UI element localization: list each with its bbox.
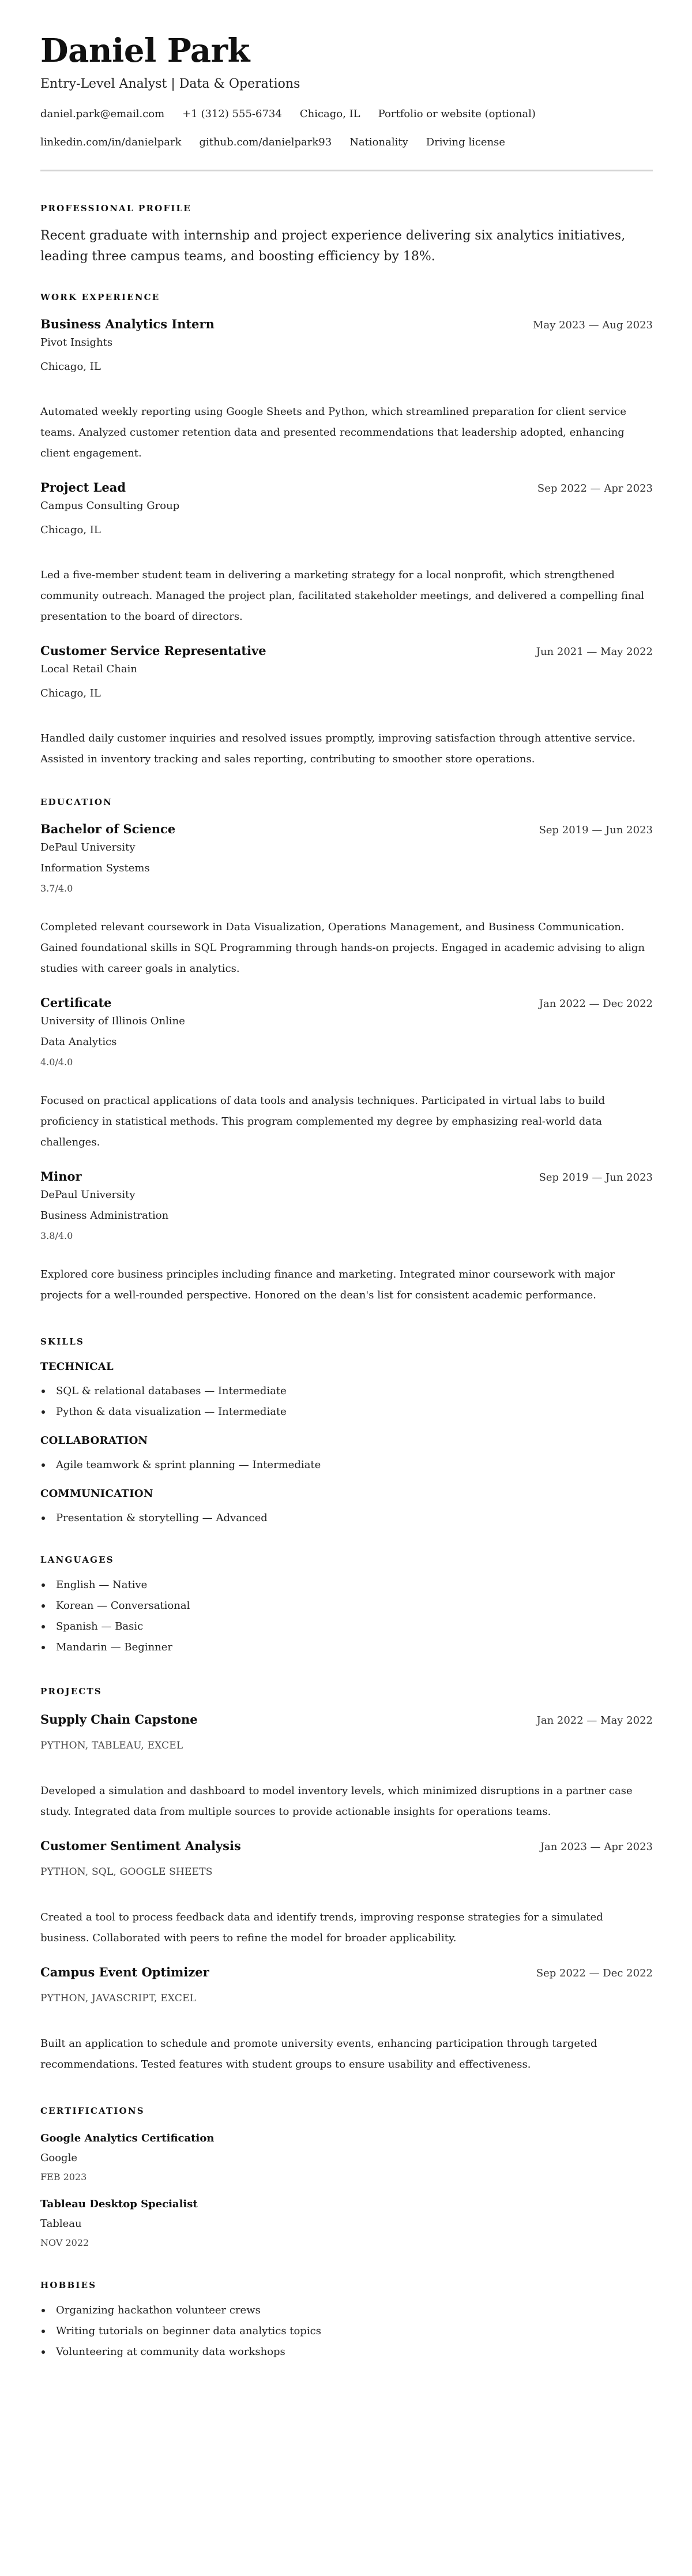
education-section: [40, 795, 653, 1306]
bullet-icon: [42, 2330, 45, 2333]
project-dates: Jan 2023 — Apr 2023: [540, 1841, 653, 1853]
project-dates: Jan 2022 — May 2022: [536, 1714, 653, 1727]
languages-section: [40, 1553, 653, 1658]
job-dates: May 2023 — Aug 2023: [533, 319, 653, 331]
contact-nationality: Nationality: [349, 136, 408, 148]
skills-section: [40, 1335, 653, 1529]
job-company: Local Retail Chain: [40, 663, 137, 675]
project-name: Campus Event Optimizer: [40, 1965, 209, 1979]
job-title: Project Lead: [40, 480, 126, 495]
project-name: Supply Chain Capstone: [40, 1712, 198, 1727]
contact-phone[interactable]: +1 (312) 555-6734: [182, 108, 282, 120]
skill-list-collaboration: [40, 1455, 653, 1476]
project-entry: [40, 1711, 653, 1822]
job-title: Customer Service Representative: [40, 643, 266, 658]
job-dates: Sep 2022 — Apr 2023: [537, 482, 653, 495]
bullet-icon: [42, 1390, 45, 1393]
education-description: Explored core business principles including finance and marketing. Integrated minor coursework with major projects for a well-rounded perspective. Honored on the dean's list for consistent academic performance.: [40, 1268, 615, 1301]
contact-portfolio[interactable]: Portfolio or website (optional): [378, 108, 536, 120]
degree-title: Certificate: [40, 995, 112, 1010]
list-item: Python & data visualization — Intermediate: [40, 1402, 653, 1422]
job-description: Led a five-member student team in delivering a marketing strategy for a local nonprofit, which strengthened community outreach. Managed the project plan, facilitated stakeholder meetings, and delivered a compelling final presentation to the board of directors.: [40, 569, 645, 623]
list-item: Presentation & storytelling — Advanced: [40, 1508, 653, 1529]
education-entry: [40, 821, 653, 979]
project-description: Created a tool to process feedback data and identify trends, improving response strategies for a simulated business. Collaborated with peers to refine the model for broader applicability.: [40, 1911, 603, 1944]
project-name: Customer Sentiment Analysis: [40, 1839, 241, 1853]
resume-header: [40, 32, 653, 171]
candidate-name: Daniel Park: [40, 32, 250, 70]
certification-date: FEB 2023: [40, 2171, 87, 2182]
bullet-icon: [42, 1410, 45, 1414]
project-entry: [40, 1837, 653, 1949]
gpa: 3.8/4.0: [40, 1230, 73, 1241]
contact-location: Chicago, IL: [299, 108, 360, 120]
project-tech-stack: PYTHON, TABLEAU, EXCEL: [40, 1740, 183, 1751]
gpa: 3.7/4.0: [40, 883, 73, 894]
education-description: Focused on practical applications of data tools and analysis techniques. Participated in virtual labs to build proficiency in statistical methods. This program complemented my degree by emphasizing real-world data challenges.: [40, 1095, 606, 1148]
skill-group-communication: COMMUNICATION: [40, 1488, 153, 1500]
certification-entry: [40, 2196, 653, 2251]
education-dates: Sep 2019 — Jun 2023: [539, 1171, 653, 1184]
skill-group-technical: TECHNICAL: [40, 1361, 114, 1373]
job-dates: Jun 2021 — May 2022: [536, 646, 653, 658]
experience-entry: [40, 316, 653, 464]
certification-entry: [40, 2131, 653, 2185]
project-description: Built an application to schedule and promote university events, enhancing participation through targeted recommendations. Tested features with student groups to ensure usability and effectiveness.: [40, 2038, 597, 2070]
certification-issuer: Tableau: [40, 2218, 82, 2230]
skill-list-technical: [40, 1381, 653, 1422]
certification-name: Google Analytics Certification: [40, 2132, 215, 2144]
experience-entry: [40, 479, 653, 627]
list-item: Agile teamwork & sprint planning — Intermediate: [40, 1455, 653, 1476]
section-title: SKILLS: [40, 1336, 85, 1347]
list-item: Mandarin — Beginner: [40, 1637, 653, 1658]
project-entry: [40, 1964, 653, 2075]
hobbies-section: [40, 2278, 653, 2362]
education-dates: Sep 2019 — Jun 2023: [539, 824, 653, 836]
school-name: DePaul University: [40, 1189, 136, 1201]
experience-section: [40, 290, 653, 770]
bullet-icon: [42, 1604, 45, 1608]
certification-issuer: Google: [40, 2152, 77, 2164]
list-item: SQL & relational databases — Intermediate: [40, 1381, 653, 1402]
profile-section: [40, 201, 653, 267]
list-item: Spanish — Basic: [40, 1616, 653, 1637]
education-dates: Jan 2022 — Dec 2022: [539, 998, 653, 1010]
contact-linkedin[interactable]: linkedin.com/in/danielpark: [40, 136, 182, 148]
job-location: Chicago, IL: [40, 687, 101, 699]
degree-title: Bachelor of Science: [40, 822, 176, 836]
certifications-section: [40, 2104, 653, 2251]
field-of-study: Information Systems: [40, 862, 150, 874]
section-title: WORK EXPERIENCE: [40, 292, 160, 302]
job-description: Automated weekly reporting using Google Sheets and Python, which streamlined preparation for client service teams. Analyzed customer retention data and presented recommendations that leadership adopted, enhancing client engagement.: [40, 406, 626, 459]
list-item: Volunteering at community data workshops: [40, 2342, 653, 2362]
profile-summary: Recent graduate with internship and project experience delivering six analytics initiatives, leading three campus teams, and boosting efficiency by 18%.: [40, 229, 626, 264]
language-list: [40, 1575, 653, 1658]
education-entry: [40, 994, 653, 1153]
degree-title: Minor: [40, 1169, 82, 1184]
education-entry: [40, 1168, 653, 1306]
school-name: DePaul University: [40, 841, 136, 853]
section-title: EDUCATION: [40, 797, 113, 807]
certification-name: Tableau Desktop Specialist: [40, 2198, 198, 2210]
education-description: Completed relevant coursework in Data Visualization, Operations Management, and Business Communication. Gained foundational skills in SQL Programming through hands-on projects. Engaged in academic advising to align studies with career goals in analytics.: [40, 921, 645, 975]
bullet-icon: [42, 1583, 45, 1587]
project-dates: Sep 2022 — Dec 2022: [536, 1967, 653, 1979]
bullet-icon: [42, 1646, 45, 1649]
job-company: Campus Consulting Group: [40, 500, 180, 512]
contact-driving-license: Driving license: [426, 136, 506, 148]
section-title: PROJECTS: [40, 1686, 102, 1697]
candidate-headline: Entry-Level Analyst | Data & Operations: [40, 77, 300, 91]
field-of-study: Data Analytics: [40, 1036, 117, 1048]
projects-section: [40, 1684, 653, 2075]
job-company: Pivot Insights: [40, 336, 113, 349]
hobby-list: [40, 2300, 653, 2362]
section-title: HOBBIES: [40, 2280, 97, 2290]
job-description: Handled daily customer inquiries and resolved issues promptly, improving satisfaction through attentive service. Assisted in inventory tracking and sales reporting, contributing to smoother store operations.: [40, 732, 635, 765]
bullet-icon: [42, 2309, 45, 2312]
bullet-icon: [42, 2350, 45, 2354]
header-divider: [40, 170, 653, 171]
project-tech-stack: PYTHON, SQL, GOOGLE SHEETS: [40, 1866, 213, 1878]
certification-date: NOV 2022: [40, 2237, 89, 2248]
job-location: Chicago, IL: [40, 524, 101, 536]
project-description: Developed a simulation and dashboard to model inventory levels, which minimized disruptions in a partner case study. Integrated data from multiple sources to provide actionable insights for operations teams.: [40, 1785, 633, 1818]
contact-github[interactable]: github.com/danielpark93: [199, 136, 332, 148]
skill-group-collaboration: COLLABORATION: [40, 1435, 148, 1447]
job-title: Business Analytics Intern: [40, 317, 215, 331]
skill-list-communication: [40, 1508, 653, 1529]
list-item: English — Native: [40, 1575, 653, 1596]
contact-list: [40, 105, 653, 152]
section-title: CERTIFICATIONS: [40, 2106, 145, 2116]
list-item: Organizing hackathon volunteer crews: [40, 2300, 653, 2321]
section-title: PROFESSIONAL PROFILE: [40, 203, 191, 214]
job-location: Chicago, IL: [40, 361, 101, 373]
section-title: LANGUAGES: [40, 1555, 114, 1565]
list-item: Writing tutorials on beginner data analytics topics: [40, 2321, 653, 2342]
bullet-icon: [42, 1625, 45, 1628]
experience-entry: [40, 642, 653, 770]
contact-email[interactable]: daniel.park@email.com: [40, 108, 165, 120]
list-item: Korean — Conversational: [40, 1596, 653, 1616]
bullet-icon: [42, 1463, 45, 1467]
project-tech-stack: PYTHON, JAVASCRIPT, EXCEL: [40, 1993, 197, 2004]
school-name: University of Illinois Online: [40, 1015, 185, 1027]
field-of-study: Business Administration: [40, 1210, 169, 1222]
gpa: 4.0/4.0: [40, 1057, 73, 1068]
bullet-icon: [42, 1517, 45, 1520]
